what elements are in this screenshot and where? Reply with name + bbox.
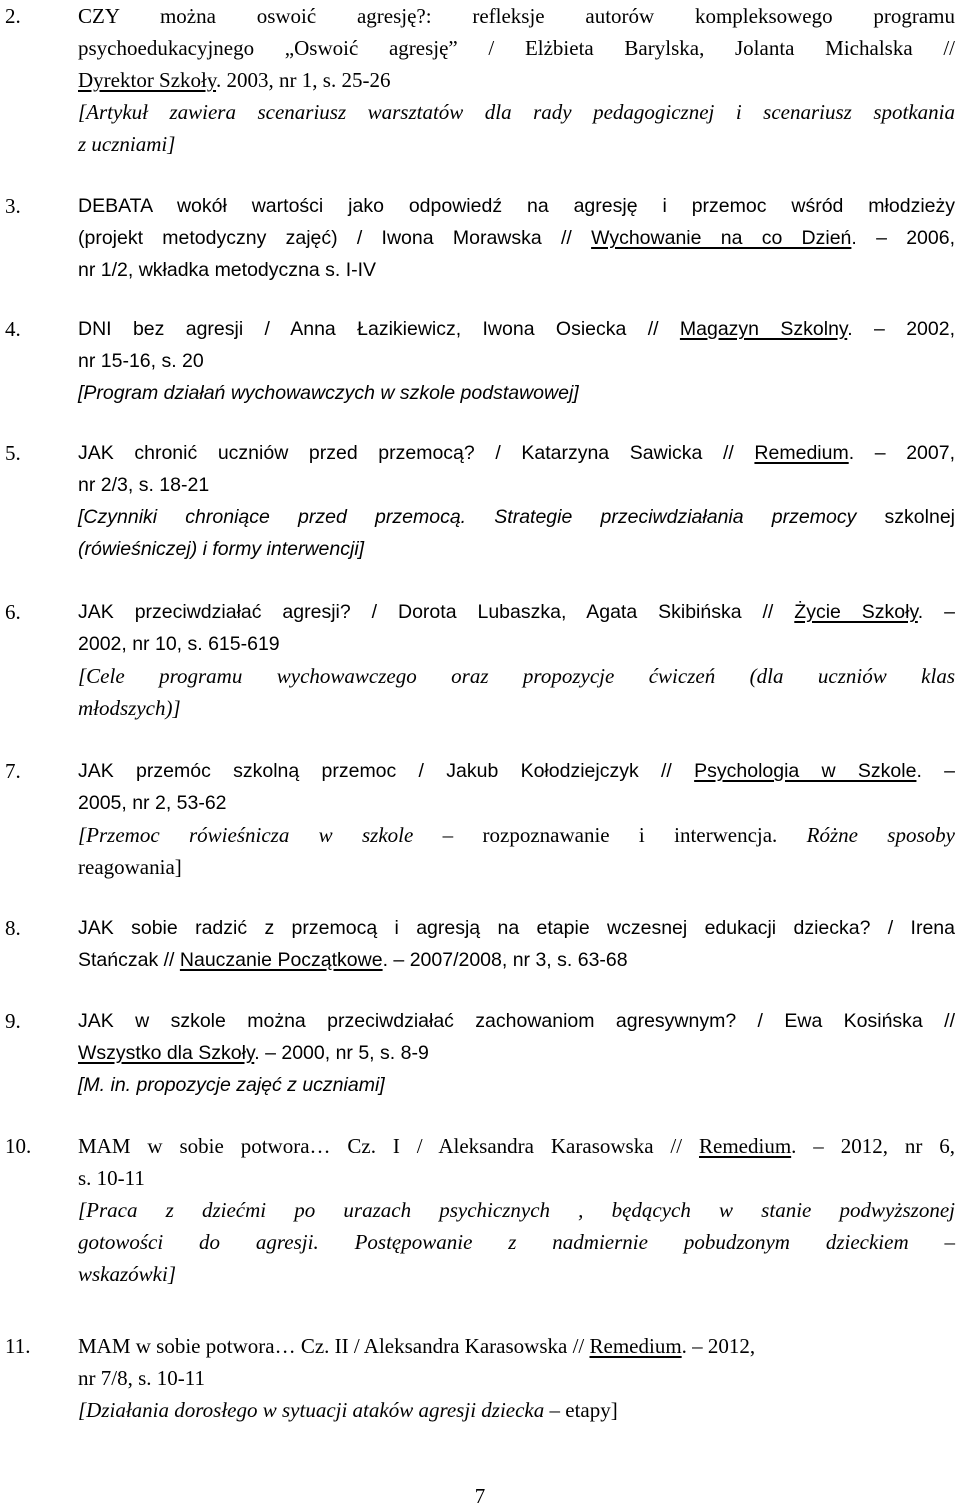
entry-issue: 2002, nr 10, s. 615-619	[78, 633, 280, 655]
entry-note-line: [Działania dorosłego w sytuacji ataków agresji dziecka – etapy]	[78, 1398, 618, 1422]
entry-note-line: z uczniami]	[78, 132, 176, 156]
entry-note-line: gotowości do agresji. Postępowanie z nadmiernie pobudzonym dzieckiem –	[78, 1230, 955, 1254]
entry-title-line: JAK chronić uczniów przed przemocą? / Katarzyna Sawicka // Remedium. – 2007,	[78, 442, 955, 464]
entry-note-line: [Przemoc rówieśnicza w szkole – rozpoznawanie i interwencja. Różne sposoby	[78, 823, 955, 847]
journal-link[interactable]: Nauczanie Początkowe	[179, 949, 383, 971]
entry-issue: . 2003, nr 1, s. 25-26	[216, 68, 391, 92]
entry-title-line: DNI bez agresji / Anna Łazikiewicz, Iwona Osiecka // Magazyn Szkolny. – 2002,	[78, 318, 955, 340]
entry-title-line: CZY można oswoić agresję?: refleksje autorów kompleksowego programu	[78, 4, 955, 28]
entry-note-line: [Program działań wychowawczych w szkole podstawowej]	[78, 382, 579, 404]
entry-title-line: psychoedukacyjnego „Oswoić agresję” / Elżbieta Barylska, Jolanta Michalska //	[78, 36, 955, 60]
journal-link[interactable]: Remedium	[754, 442, 849, 464]
journal-link[interactable]: Remedium	[699, 1134, 792, 1158]
entry-number: 6.	[5, 600, 21, 624]
journal-link[interactable]: Wszystko dla Szkoły	[78, 1042, 255, 1064]
entry-number: 4.	[5, 317, 21, 341]
journal-link[interactable]: Remedium	[589, 1334, 682, 1358]
journal-link[interactable]: Magazyn Szkolny	[679, 318, 848, 340]
entry-note-line: [Praca z dziećmi po urazach psychicznych , będących w stanie podwyższonej	[78, 1198, 955, 1222]
entry-title-line: MAM w sobie potwora… Cz. I / Aleksandra Karasowska // Remedium. – 2012, nr 6,	[78, 1134, 955, 1158]
entry-note-line: reagowania]	[78, 855, 182, 879]
entry-title-line: JAK w szkole można przeciwdziałać zachowaniom agresywnym? / Ewa Kosińska //	[78, 1010, 955, 1032]
entry-number: 10.	[5, 1134, 32, 1158]
journal-link[interactable]: Psychologia w Szkole	[694, 760, 917, 782]
entry-issue: 2005, nr 2, 53-62	[78, 792, 227, 814]
entry-issue: nr 7/8, s. 10-11	[78, 1366, 205, 1390]
entry-number: 7.	[5, 759, 21, 783]
entry-source-line	[78, 64, 955, 96]
entry-title-line: JAK przeciwdziałać agresji? / Dorota Lubaszka, Agata Skibińska // Życie Szkoły. –	[78, 601, 955, 623]
entry-number: 8.	[5, 916, 21, 940]
entry-issue: nr 2/3, s. 18-21	[78, 474, 210, 496]
entry-issue: nr 15-16, s. 20	[78, 350, 204, 372]
journal-link[interactable]: Życie Szkoły	[794, 601, 918, 623]
entry-issue: s. 10-11	[78, 1166, 145, 1190]
journal-link[interactable]: Wychowanie na co Dzień	[591, 227, 852, 249]
entry-title-line: (projekt metodyczny zajęć) / Iwona Morawska // Wychowanie na co Dzień. – 2006,	[78, 227, 955, 249]
journal-link[interactable]: Dyrektor Szkoły	[78, 68, 217, 92]
entry-number: 5.	[5, 441, 21, 465]
entry-note-line: [Cele programu wychowawczego oraz propozycje ćwiczeń (dla uczniów klas	[78, 664, 955, 688]
entry-title-line: JAK sobie radzić z przemocą i agresją na etapie wczesnej edukacji dziecka? / Irena	[78, 917, 955, 939]
entry-title-line: JAK przemóc szkolną przemoc / Jakub Kołodziejczyk // Psychologia w Szkole. –	[78, 760, 956, 782]
entry-source-line: Stańczak // Nauczanie Początkowe. – 2007/2008, nr 3, s. 63-68	[78, 949, 628, 971]
entry-note-line: wskazówki]	[78, 1262, 177, 1286]
entry-source-line: Wszystko dla Szkoły. – 2000, nr 5, s. 8-9	[78, 1042, 429, 1064]
entry-number: 2.	[5, 4, 21, 28]
entry-note-line: młodszych)]	[78, 696, 181, 720]
entry-note-line: [Artykuł zawiera scenariusz warsztatów dla rady pedagogicznej i scenariusz spotkania	[78, 100, 955, 124]
entry-note-line: [M. in. propozycje zajęć z uczniami]	[78, 1074, 385, 1096]
entry-title-line: MAM w sobie potwora… Cz. II / Aleksandra Karasowska // Remedium. – 2012,	[78, 1334, 756, 1358]
entry-title-line: DEBATA wokół wartości jako odpowiedź na agresję i przemoc wśród młodzieży	[78, 195, 955, 217]
entry-note-line: (rówieśniczej) i formy interwencji]	[78, 538, 365, 560]
page-number: 7	[474, 1484, 486, 1508]
entry-issue: nr 1/2, wkładka metodyczna s. I-IV	[78, 259, 377, 281]
entry-note-line: [Czynniki chroniące przed przemocą. Strategie przeciwdziałania przemocy szkolnej	[78, 506, 955, 528]
entry-number: 9.	[5, 1009, 21, 1033]
entry-number: 11.	[5, 1334, 31, 1358]
entry-number: 3.	[5, 194, 21, 218]
